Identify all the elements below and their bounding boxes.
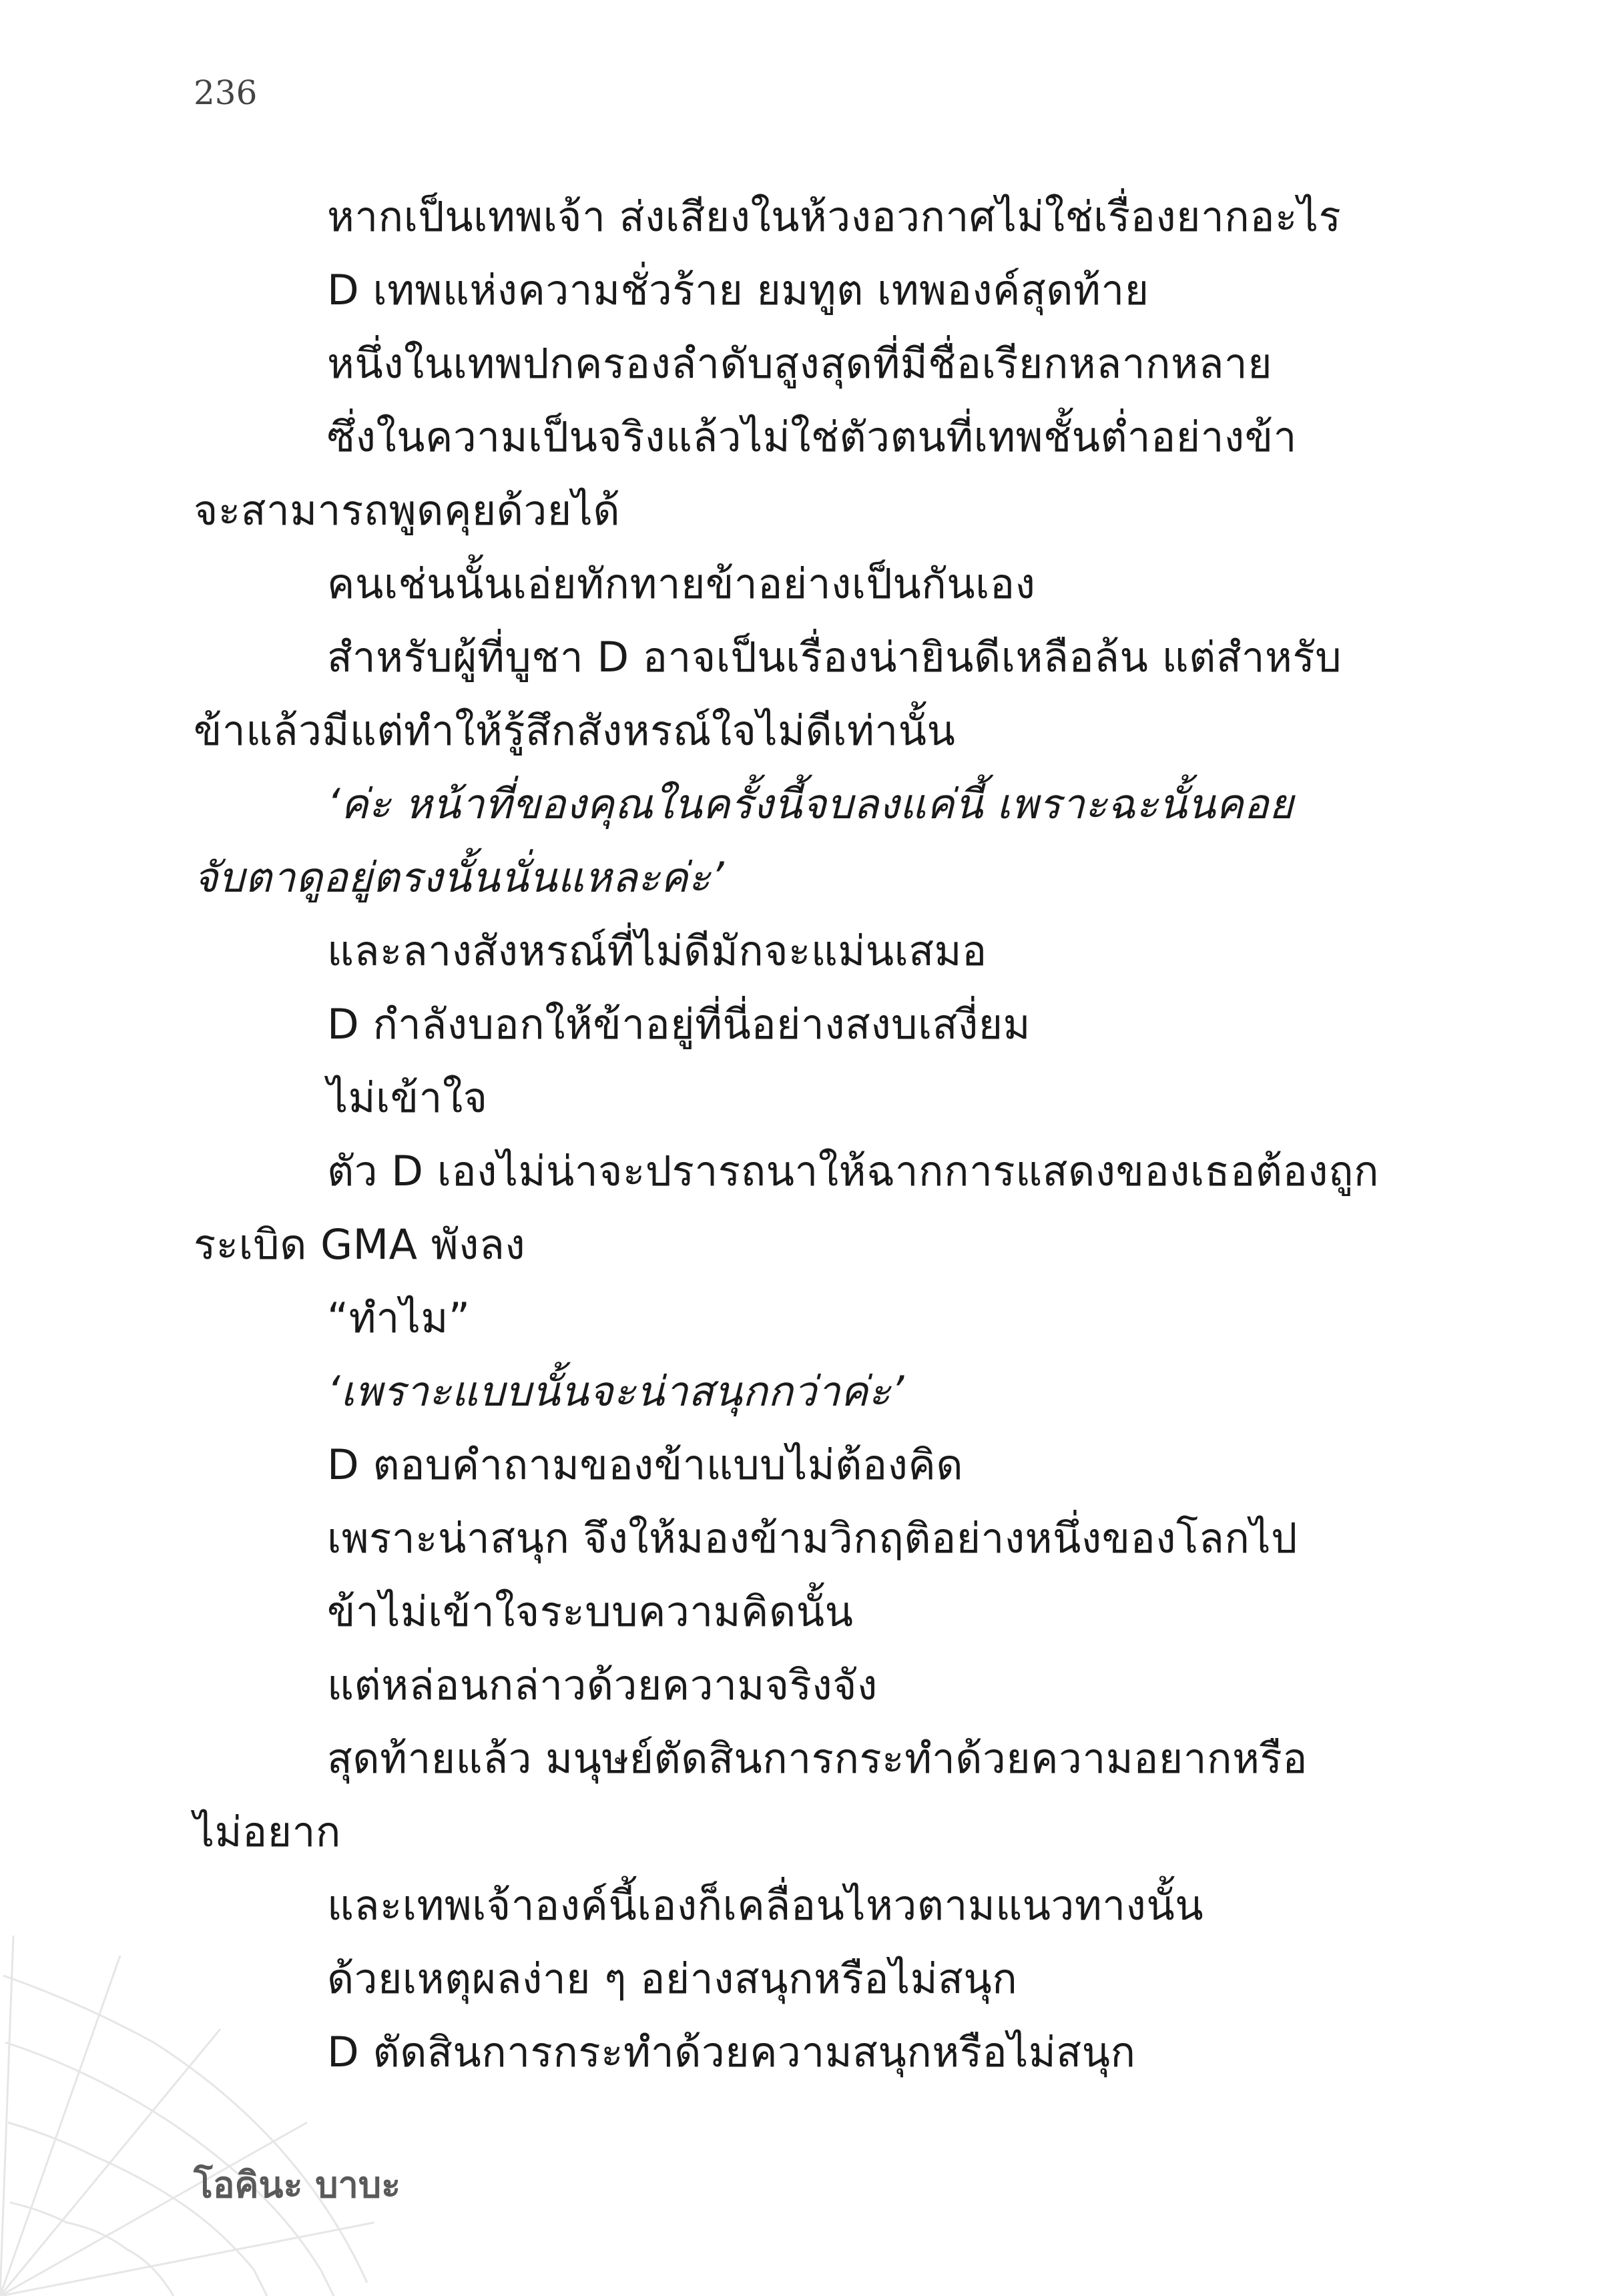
text-line: ตัว D เองไม่น่าจะปรารถนาให้ฉากการแสดงของเธอต้องถูก: [327, 1147, 1380, 1195]
text-line: คนเช่นนั้นเอ่ยทักทายข้าอย่างเป็นกันเอง: [327, 559, 1036, 608]
text-line: ข้าแล้วมีแต่ทำให้รู้สึกสังหรณ์ใจไม่ดีเท่านั้น: [194, 706, 956, 755]
text-line: สำหรับผู้ที่บูชา D อาจเป็นเรื่องน่ายินดีเหลือล้น แต่สำหรับ: [327, 633, 1342, 681]
text-line: จะสามารถพูดคุยด้วยได้: [194, 486, 621, 535]
text-line: D ตัดสินการกระทำด้วยความสนุกหรือไม่สนุก: [327, 2028, 1136, 2076]
text-line: D เทพแห่งความชั่วร้าย ยมทูต เทพองค์สุดท้าย: [327, 266, 1149, 314]
text-line: D ตอบคำถามของข้าแบบไม่ต้องคิด: [327, 1440, 964, 1489]
text-line: ด้วยเหตุผลง่าย ๆ อย่างสนุกหรือไม่สนุก: [327, 1954, 1018, 2003]
text-line: ไม่อยาก: [194, 1807, 341, 1856]
text-line: สุดท้ายแล้ว มนุษย์ตัดสินการกระทำด้วยความอยากหรือ: [327, 1734, 1308, 1783]
text-line: แต่หล่อนกล่าวด้วยความจริงจัง: [327, 1661, 878, 1709]
text-line: หนึ่งในเทพปกครองลำดับสูงสุดที่มีชื่อเรียกหลากหลาย: [327, 339, 1273, 388]
body-text: [194, 180, 1395, 2089]
spider-web-icon: [0, 1936, 400, 2296]
text-line: ‘เพราะแบบนั้นจะน่าสนุกกว่าค่ะ’: [327, 1367, 904, 1416]
page-number: 236: [194, 73, 258, 112]
text-line: ซึ่งในความเป็นจริงแล้วไม่ใช่ตัวตนที่เทพชั้นต่ำอย่างข้า: [327, 412, 1297, 461]
text-line: D กำลังบอกให้ข้าอยู่ที่นี่อย่างสงบเสงี่ยม: [327, 1000, 1031, 1049]
text-line: หากเป็นเทพเจ้า ส่งเสียงในห้วงอวกาศไม่ใช่เรื่องยากอะไร: [327, 192, 1342, 241]
text-line: ระเบิด GMA พังลง: [194, 1220, 526, 1269]
text-line: และลางสังหรณ์ที่ไม่ดีมักจะแม่นเสมอ: [327, 926, 987, 975]
text-line: “ทำไม”: [327, 1294, 471, 1342]
text-line: ข้าไม่เข้าใจระบบความคิดนั้น: [327, 1587, 854, 1636]
text-line: จับตาดูอยู่ตรงนั้นนั่นแหละค่ะ’: [194, 853, 725, 902]
text-line: ‘ค่ะ หน้าที่ของคุณในครั้งนี้จบลงแค่นี้ เพราะฉะนั้นคอย: [327, 780, 1294, 828]
text-line: และเทพเจ้าองค์นี้เองก็เคลื่อนไหวตามแนวทางนั้น: [327, 1881, 1204, 1930]
text-line: ไม่เข้าใจ: [327, 1073, 488, 1122]
author-name: โอคินะ บาบะ: [194, 2164, 401, 2206]
text-line: เพราะน่าสนุก จึงให้มองข้ามวิกฤติอย่างหนึ่งของโลกไป: [327, 1514, 1298, 1562]
